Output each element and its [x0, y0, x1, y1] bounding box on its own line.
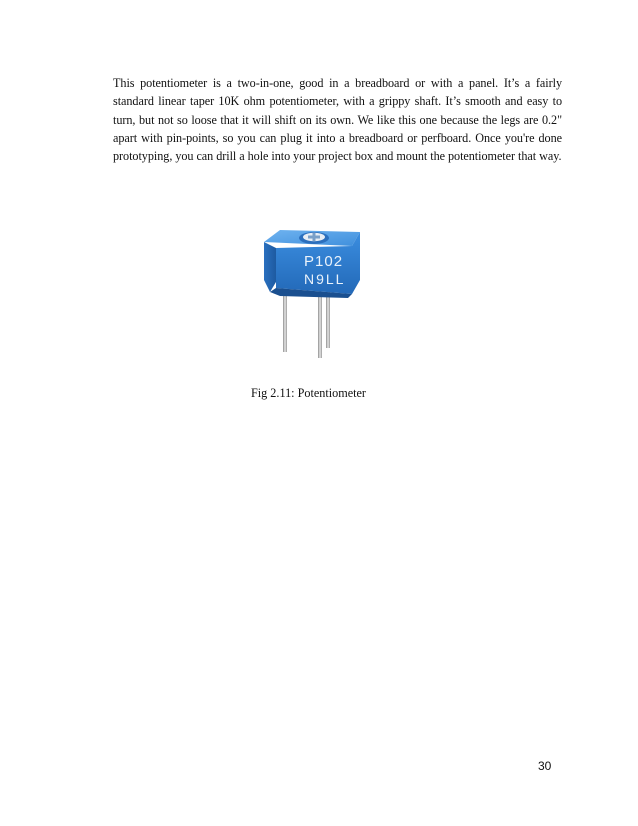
body-paragraph: This potentiometer is a two-in-one, good in a breadboard or with a panel. It’s a fairly standard linear taper 10K ohm potentiometer, with a grippy shaft. It’s smooth and easy to turn, but not so loose that it will shift on its own. We like this one because the legs are 0.2" apart with pin-points, so you can plug it into a breadboard or perfboard. Once you're done prototyping, you can drill a hole into your project box and mount the potentiometer that way. [113, 76, 562, 164]
marking-line-2: N9LL [304, 271, 346, 287]
pin-left [283, 292, 287, 352]
page-number: 30 [538, 759, 552, 773]
marking-line-1: P102 [304, 253, 344, 270]
potentiometer-illustration [256, 222, 366, 362]
pin-right [326, 292, 330, 348]
figure-caption: Fig 2.11: Potentiometer [251, 386, 366, 400]
pin-middle [318, 292, 322, 358]
potentiometer-side [264, 242, 276, 292]
potentiometer-image [256, 222, 366, 362]
adjustment-screw [299, 232, 329, 244]
